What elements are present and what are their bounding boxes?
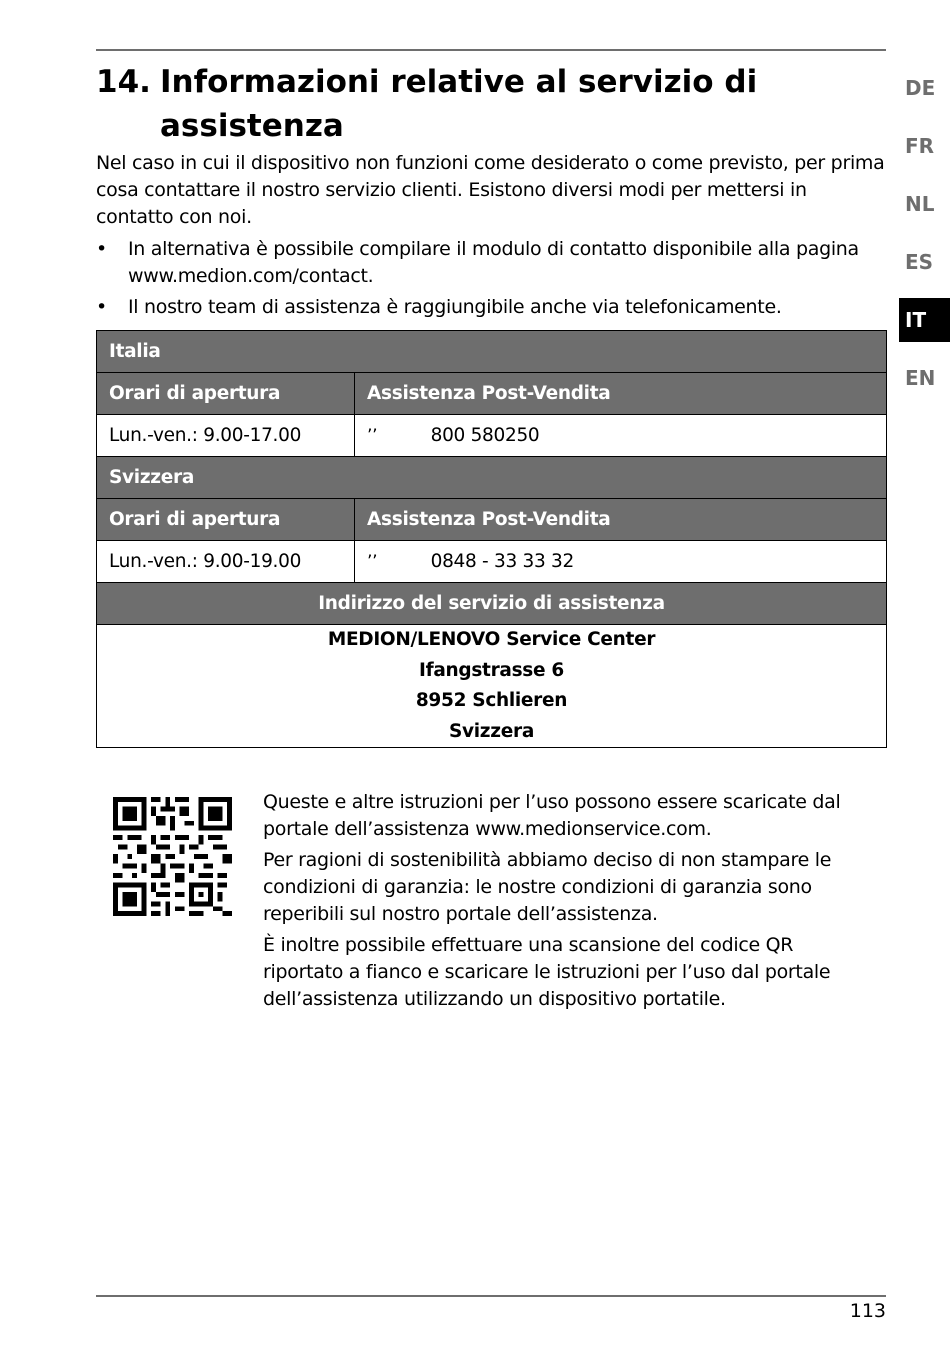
country-header-italia: Italia (97, 331, 887, 373)
phone-icon: ’’ (367, 426, 378, 446)
table-row (97, 415, 887, 457)
hours-column-header: Orari di apertura (97, 499, 355, 541)
bullet-list (96, 236, 886, 325)
phone-cell-italia (355, 415, 887, 457)
language-tab-nl[interactable]: NL (905, 192, 935, 216)
language-tab-en[interactable]: EN (905, 366, 936, 390)
section-title: Informazioni relative al servizio di assistenza (160, 64, 758, 144)
table-row (97, 625, 887, 748)
paragraph: Per ragioni di sostenibilità abbiamo deciso di non stampare le condizioni di garanzia: le nostre condizioni di garanzia sono reperibili sul nostro portale dell’assistenza. (263, 849, 832, 925)
list-item (96, 236, 886, 290)
top-rule (96, 49, 886, 51)
table-row (97, 373, 887, 415)
address-line: MEDION/LENOVO Service Center (327, 629, 656, 650)
address-line: Svizzera (448, 720, 534, 742)
paragraph: È inoltre possibile effettuare una scansione del codice QR riportato a fianco e scaricare le istruzioni per l’uso dal portale dell’assistenza utilizzando un dispositivo portatile. (263, 934, 831, 1010)
support-column-header: Assistenza Post-Vendita (355, 373, 887, 415)
hours-column-header: Orari di apertura (97, 373, 355, 415)
phone-number-italia[interactable]: 800 580250 (430, 425, 540, 446)
table-row (97, 541, 887, 583)
section-number: 14. (96, 64, 151, 100)
language-tab-it[interactable]: IT (899, 298, 950, 342)
address-header: Indirizzo del servizio di assistenza (97, 583, 887, 625)
language-tabs (899, 66, 950, 414)
table-row (97, 583, 887, 625)
support-column-header: Assistenza Post-Vendita (355, 499, 887, 541)
table-row (97, 499, 887, 541)
bullet-marker: • (96, 296, 107, 318)
page-number: 113 (849, 1300, 886, 1322)
bullet-text: Il nostro team di assistenza è raggiungibile anche via telefonicamente. (128, 296, 782, 318)
table-row (97, 457, 887, 499)
opening-hours-italia: Lun.-ven.: 9.00-17.00 (97, 415, 355, 457)
paragraph: Queste e altre istruzioni per l’uso possono essere scaricate dal portale dell’assistenza www.medionservice.com. (263, 791, 841, 840)
address-line: Ifangstrasse 6 (419, 659, 564, 681)
qr-code-icon[interactable] (113, 797, 232, 916)
list-item (96, 294, 886, 321)
language-tab-fr[interactable]: FR (905, 134, 935, 158)
opening-hours-svizzera: Lun.-ven.: 9.00-19.00 (97, 541, 355, 583)
country-header-svizzera: Svizzera (97, 457, 887, 499)
language-tab-de[interactable]: DE (905, 76, 936, 100)
address-cell (97, 625, 887, 748)
section-heading (96, 60, 856, 148)
phone-number-svizzera[interactable]: 0848 - 33 33 32 (430, 551, 574, 572)
bullet-marker: • (96, 238, 107, 260)
intro-paragraph: Nel caso in cui il dispositivo non funzioni come desiderato o come previsto, per prima cosa contattare il nostro servizio clienti. Esistono diversi modi per mettersi in contatto con noi. (96, 152, 885, 228)
table-row (97, 331, 887, 373)
phone-cell-svizzera (355, 541, 887, 583)
qr-instructions (263, 789, 873, 1017)
bullet-text: In alternativa è possibile compilare il modulo di contatto disponibile alla pagina www.medion.com/contact. (128, 238, 859, 287)
address-line: 8952 Schlieren (415, 690, 568, 711)
service-table (96, 330, 887, 748)
bottom-rule (96, 1295, 886, 1297)
language-tab-es[interactable]: ES (905, 250, 934, 274)
phone-icon: ’’ (367, 552, 378, 572)
